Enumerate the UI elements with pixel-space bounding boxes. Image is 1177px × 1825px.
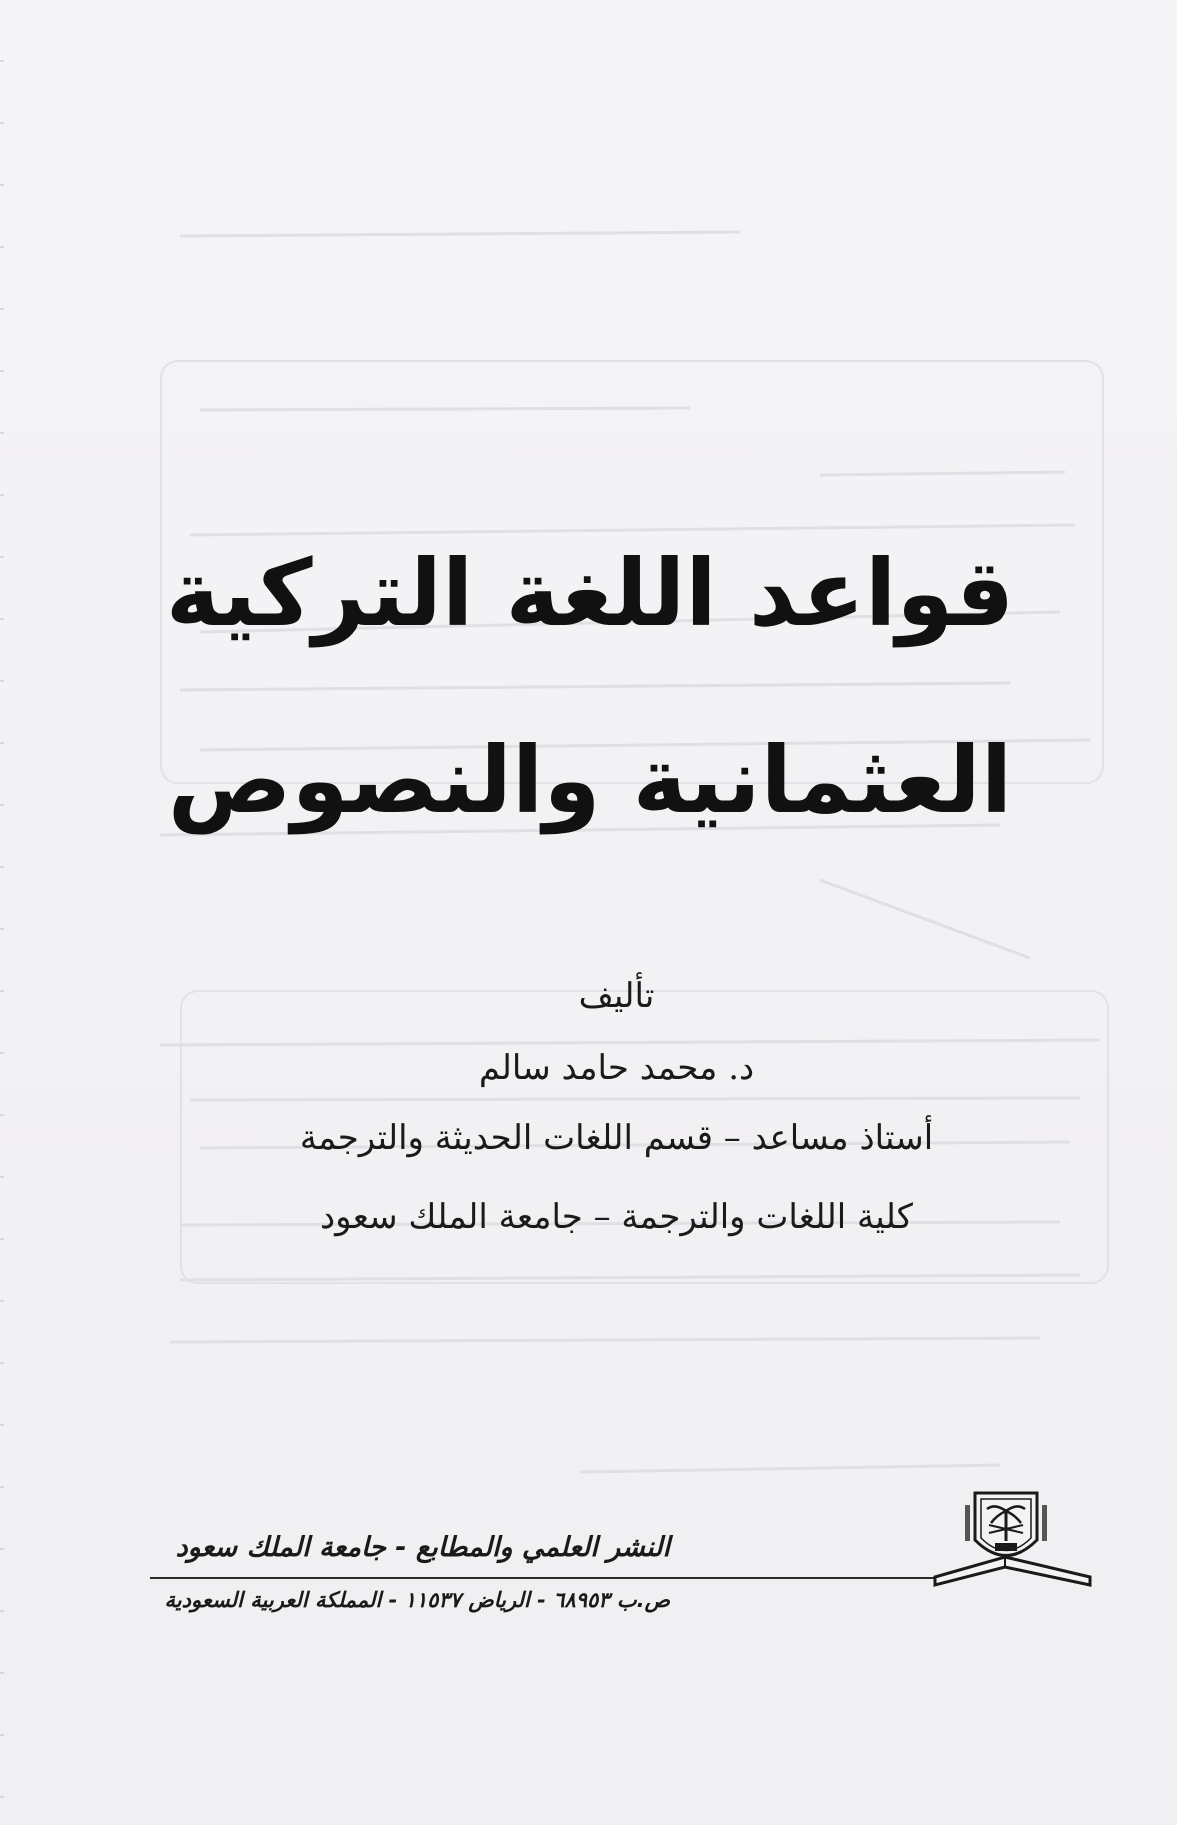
authorship-label: تأليف <box>578 976 655 1016</box>
author-position: أستاذ مساعد – قسم اللغات الحديثة والترجمة <box>299 1118 934 1158</box>
author-name: د. محمد حامد سالم <box>478 1048 755 1088</box>
book-title-line-1: قواعد اللغة التركية <box>165 540 1015 647</box>
bleed-line <box>580 1465 1000 1472</box>
publisher-divider <box>150 1577 935 1579</box>
bleed-line <box>170 1338 1040 1342</box>
author-college: كلية اللغات والترجمة – جامعة الملك سعود <box>320 1197 913 1237</box>
bleed-line <box>160 1040 1100 1045</box>
bleed-line <box>820 880 1030 958</box>
bleed-line <box>180 232 740 236</box>
bleed-line <box>200 408 690 410</box>
bleed-line <box>820 472 1065 475</box>
book-title-line-2: العثمانية والنصوص <box>167 727 1013 834</box>
publisher-address: ص.ب ٦٨٩٥٣ - الرياض ١١٥٣٧ - المملكة العربية السعودية <box>164 1588 670 1612</box>
bleed-line <box>190 525 1075 535</box>
university-seal-logo <box>925 1485 1100 1600</box>
publisher-name: النشر العلمي والمطابع - جامعة الملك سعود <box>175 1532 670 1563</box>
bleed-line <box>190 1098 1080 1100</box>
bleed-line <box>180 1275 1080 1280</box>
bleed-line <box>180 683 1010 690</box>
